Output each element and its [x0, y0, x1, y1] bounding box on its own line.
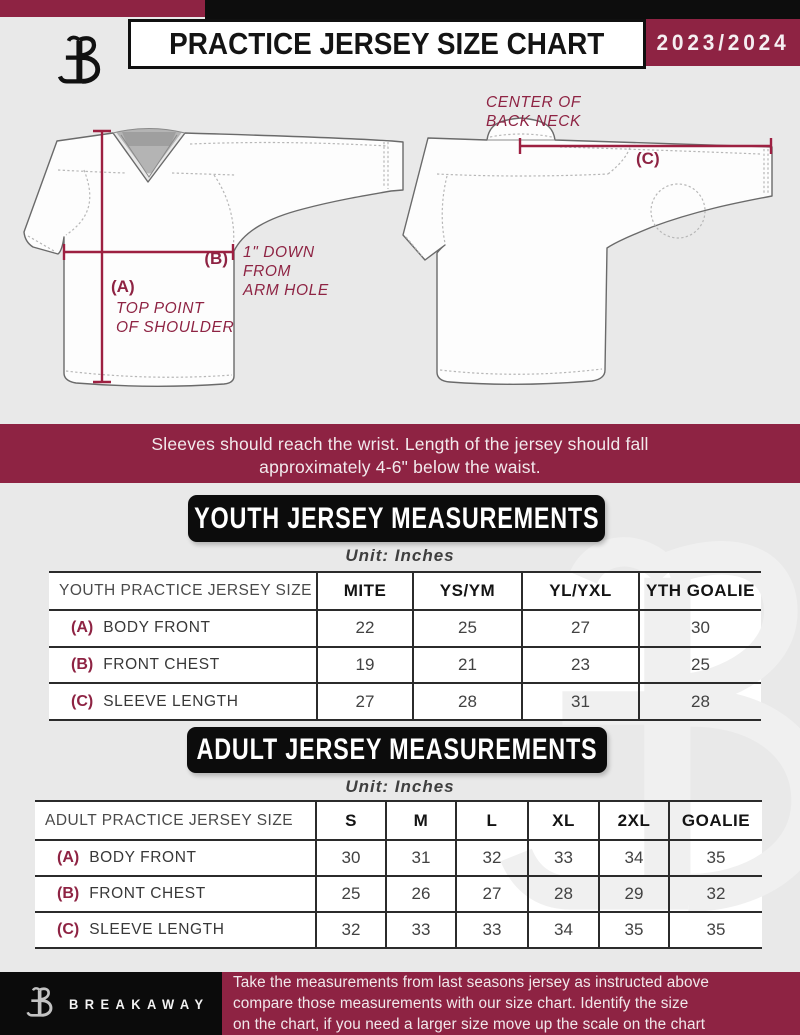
footer-note-line3: on the chart, if you need a larger size move up the scale on the chart [233, 1016, 706, 1033]
top-maroon-strip [0, 0, 205, 17]
table-cell: 26 [385, 877, 455, 913]
table-cell: 33 [527, 841, 598, 877]
back-jersey-drawing [403, 118, 772, 384]
label-a: (A) [111, 277, 135, 296]
season-label: 2023/2024 [656, 29, 790, 55]
table-cell: 34 [598, 841, 668, 877]
youth-col-goalie: YTH GOALIE [638, 573, 761, 611]
adult-unit-label: Unit: Inches [345, 777, 455, 796]
table-cell: 35 [668, 841, 762, 877]
table-cell: 31 [521, 684, 638, 721]
table-cell: 27 [521, 611, 638, 648]
youth-table-label-header: YOUTH PRACTICE JERSEY SIZE [49, 573, 316, 611]
table-row-label: (A) BODY FRONT [35, 841, 315, 877]
youth-unit-label: Unit: Inches [345, 546, 455, 565]
youth-col-mite: MITE [316, 573, 412, 611]
table-cell: 33 [385, 913, 455, 949]
table-cell: 30 [315, 841, 385, 877]
table-cell: 28 [412, 684, 521, 721]
note-b-line1: 1" DOWN [243, 244, 315, 261]
youth-section-title: YOUTH JERSEY MEASUREMENTS [193, 501, 600, 535]
top-black-strip [205, 0, 800, 19]
table-row-label: (C) SLEEVE LENGTH [35, 913, 315, 949]
note-b-line2: FROM [243, 263, 292, 280]
footer-brand-box [0, 972, 222, 1035]
table-row-label: (A) BODY FRONT [49, 611, 316, 648]
table-cell: 22 [316, 611, 412, 648]
note-a-line2: OF SHOULDER [116, 319, 235, 336]
table-cell: 30 [638, 611, 761, 648]
note-a-line1: TOP POINT [116, 300, 205, 317]
table-cell: 23 [521, 648, 638, 685]
adult-size-table [35, 800, 762, 949]
page-title-box [128, 19, 646, 69]
table-cell: 19 [316, 648, 412, 685]
table-cell: 33 [455, 913, 527, 949]
note-c-line1: CENTER OF [486, 94, 581, 111]
adult-col-m: M [385, 802, 455, 841]
table-row-label: (B) FRONT CHEST [49, 648, 316, 685]
table-cell: 35 [598, 913, 668, 949]
table-cell: 34 [527, 913, 598, 949]
label-b: (B) [204, 249, 228, 268]
adult-col-goalie: GOALIE [668, 802, 762, 841]
adult-section-title: ADULT JERSEY MEASUREMENTS [196, 733, 598, 766]
table-row-label: (B) FRONT CHEST [35, 877, 315, 913]
breakaway-footer-logo [24, 983, 57, 1025]
adult-section-header [187, 727, 607, 773]
brand-name: BREAKAWAY [69, 995, 210, 1012]
table-cell: 25 [412, 611, 521, 648]
table-cell: 27 [455, 877, 527, 913]
jersey-diagram [0, 90, 800, 424]
adult-col-s: S [315, 802, 385, 841]
note-c-line2: BACK NECK [486, 113, 581, 130]
youth-col-ysym: YS/YM [412, 573, 521, 611]
instruction-banner [0, 424, 800, 483]
banner-line1: Sleeves should reach the wrist. Length of the jersey should fall [151, 434, 649, 454]
table-cell: 27 [316, 684, 412, 721]
youth-col-ylyxl: YL/YXL [521, 573, 638, 611]
youth-size-table [49, 571, 761, 721]
footer-note-line2: compare those measurements with our size chart. Identify the size [233, 995, 689, 1012]
table-cell: 28 [527, 877, 598, 913]
table-cell: 28 [638, 684, 761, 721]
label-c: (C) [636, 149, 660, 168]
page-title: PRACTICE JERSEY SIZE CHART [169, 26, 605, 61]
note-b-line3: ARM HOLE [243, 282, 329, 299]
table-cell: 31 [385, 841, 455, 877]
adult-col-xl: XL [527, 802, 598, 841]
season-badge [646, 19, 800, 66]
adult-table-label-header: ADULT PRACTICE JERSEY SIZE [35, 802, 315, 841]
table-row-label: (C) SLEEVE LENGTH [49, 684, 316, 721]
table-cell: 32 [455, 841, 527, 877]
table-cell: 21 [412, 648, 521, 685]
table-cell: 32 [315, 913, 385, 949]
table-cell: 25 [638, 648, 761, 685]
table-cell: 29 [598, 877, 668, 913]
footer-note-line1: Take the measurements from last seasons jersey as instructed above [233, 974, 709, 991]
banner-line2: approximately 4-6" below the waist. [259, 457, 541, 477]
adult-col-2xl: 2XL [598, 802, 668, 841]
table-cell: 32 [668, 877, 762, 913]
footer-note [222, 972, 800, 1035]
breakaway-logo [54, 26, 108, 100]
table-cell: 25 [315, 877, 385, 913]
youth-section-header [188, 495, 605, 542]
adult-col-l: L [455, 802, 527, 841]
table-cell: 35 [668, 913, 762, 949]
